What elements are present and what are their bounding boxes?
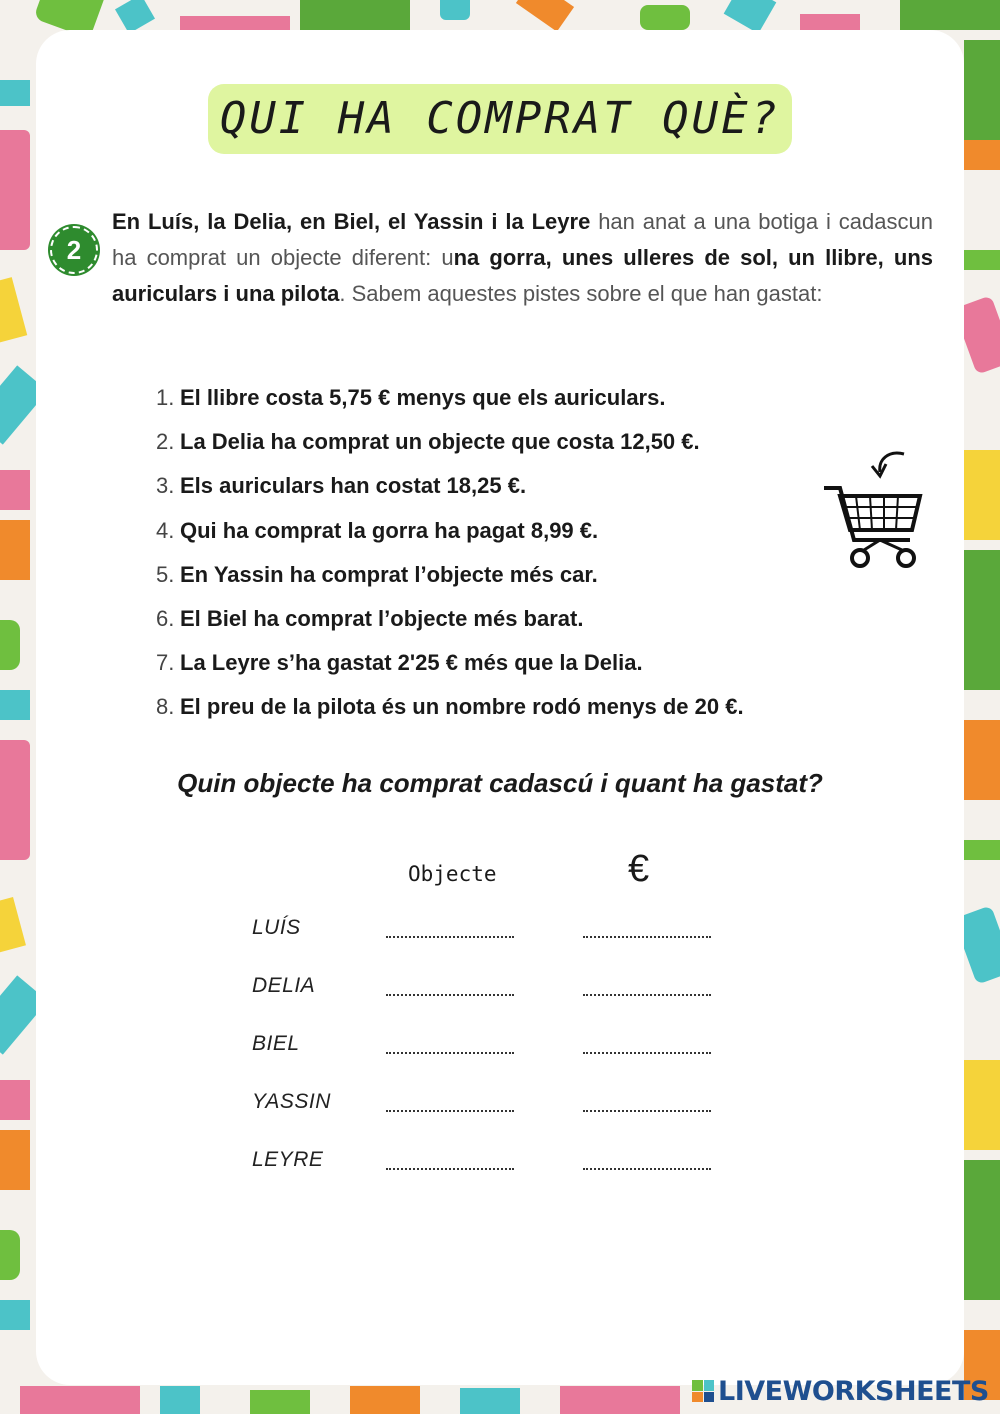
column-header-euro: €: [628, 848, 650, 890]
student-name: DELIA: [252, 974, 316, 997]
clue-number: 6.: [156, 605, 175, 631]
clue-text: El llibre costa 5,75 € menys que els auriculars.: [180, 385, 666, 410]
object-answer-blank[interactable]: [386, 1168, 514, 1170]
clue-item: [156, 685, 744, 729]
liveworksheets-logo: [692, 1374, 989, 1408]
clue-text: En Yassin ha comprat l’objecte més car.: [180, 561, 598, 587]
clue-list: [156, 376, 744, 730]
intro-text-2: . Sabem aquestes pistes sobre el que han gastat:: [339, 281, 823, 306]
student-name: LUÍS: [252, 916, 301, 939]
clue-number: 2.: [156, 429, 175, 455]
brand-name: LIVEWORKSHEETS: [718, 1375, 989, 1407]
price-answer-blank[interactable]: [583, 936, 711, 938]
clue-number: 7.: [156, 650, 175, 676]
clue-text: El Biel ha comprat l’objecte més barat.: [180, 605, 584, 631]
intro-names: En Luís, la Delia, en Biel, el Yassin i la Leyre: [112, 209, 591, 234]
clue-item: [156, 509, 744, 553]
price-answer-blank[interactable]: [583, 1052, 711, 1054]
clue-item: [156, 641, 744, 685]
clue-number: 3.: [156, 473, 175, 499]
clue-number: 1.: [156, 385, 175, 410]
price-answer-blank[interactable]: [583, 1168, 711, 1170]
clue-item: [156, 420, 744, 464]
clue-text: La Delia ha comprat un objecte que costa 12,50 €.: [180, 429, 700, 455]
clue-item: [156, 597, 744, 641]
intro-objects: na gorra, unes ulleres de sol, un llibre, uns auriculars i una pilota: [112, 245, 933, 306]
clue-item: [156, 376, 744, 420]
student-name: BIEL: [252, 1032, 300, 1055]
clue-text: La Leyre s’ha gastat 2'25 € més que la Delia.: [180, 650, 643, 676]
object-answer-blank[interactable]: [386, 1052, 514, 1054]
object-answer-blank[interactable]: [386, 936, 514, 938]
student-name: YASSIN: [252, 1090, 331, 1113]
shopping-cart-icon: [818, 448, 928, 572]
title-banner: [208, 84, 792, 154]
student-name: LEYRE: [252, 1148, 324, 1171]
intro-text-1: han anat a una botiga i cadascun ha comprat un objecte diferent: u: [112, 209, 933, 270]
main-question: Quin objecte ha comprat cadascú i quant ha gastat?: [177, 768, 823, 798]
worksheet-title: QUI HA COMPRAT QUÈ?: [219, 93, 781, 144]
clue-number: 5.: [156, 561, 175, 587]
object-answer-blank[interactable]: [386, 994, 514, 996]
column-header-object: Objecte: [408, 862, 497, 886]
logo-grid-icon: [692, 1380, 714, 1402]
clue-text: Qui ha comprat la gorra ha pagat 8,99 €.: [180, 517, 599, 543]
clue-number: 4.: [156, 517, 175, 543]
clue-item: [156, 464, 744, 508]
clue-text: El preu de la pilota és un nombre rodó menys de 20 €.: [180, 694, 744, 720]
object-answer-blank[interactable]: [386, 1110, 514, 1112]
clue-text: Els auriculars han costat 18,25 €.: [180, 473, 527, 499]
intro-paragraph: [112, 204, 933, 312]
clue-item: [156, 553, 744, 597]
clue-number: 8.: [156, 694, 175, 720]
price-answer-blank[interactable]: [583, 994, 711, 996]
exercise-number-badge: 2: [50, 226, 98, 274]
price-answer-blank[interactable]: [583, 1110, 711, 1112]
